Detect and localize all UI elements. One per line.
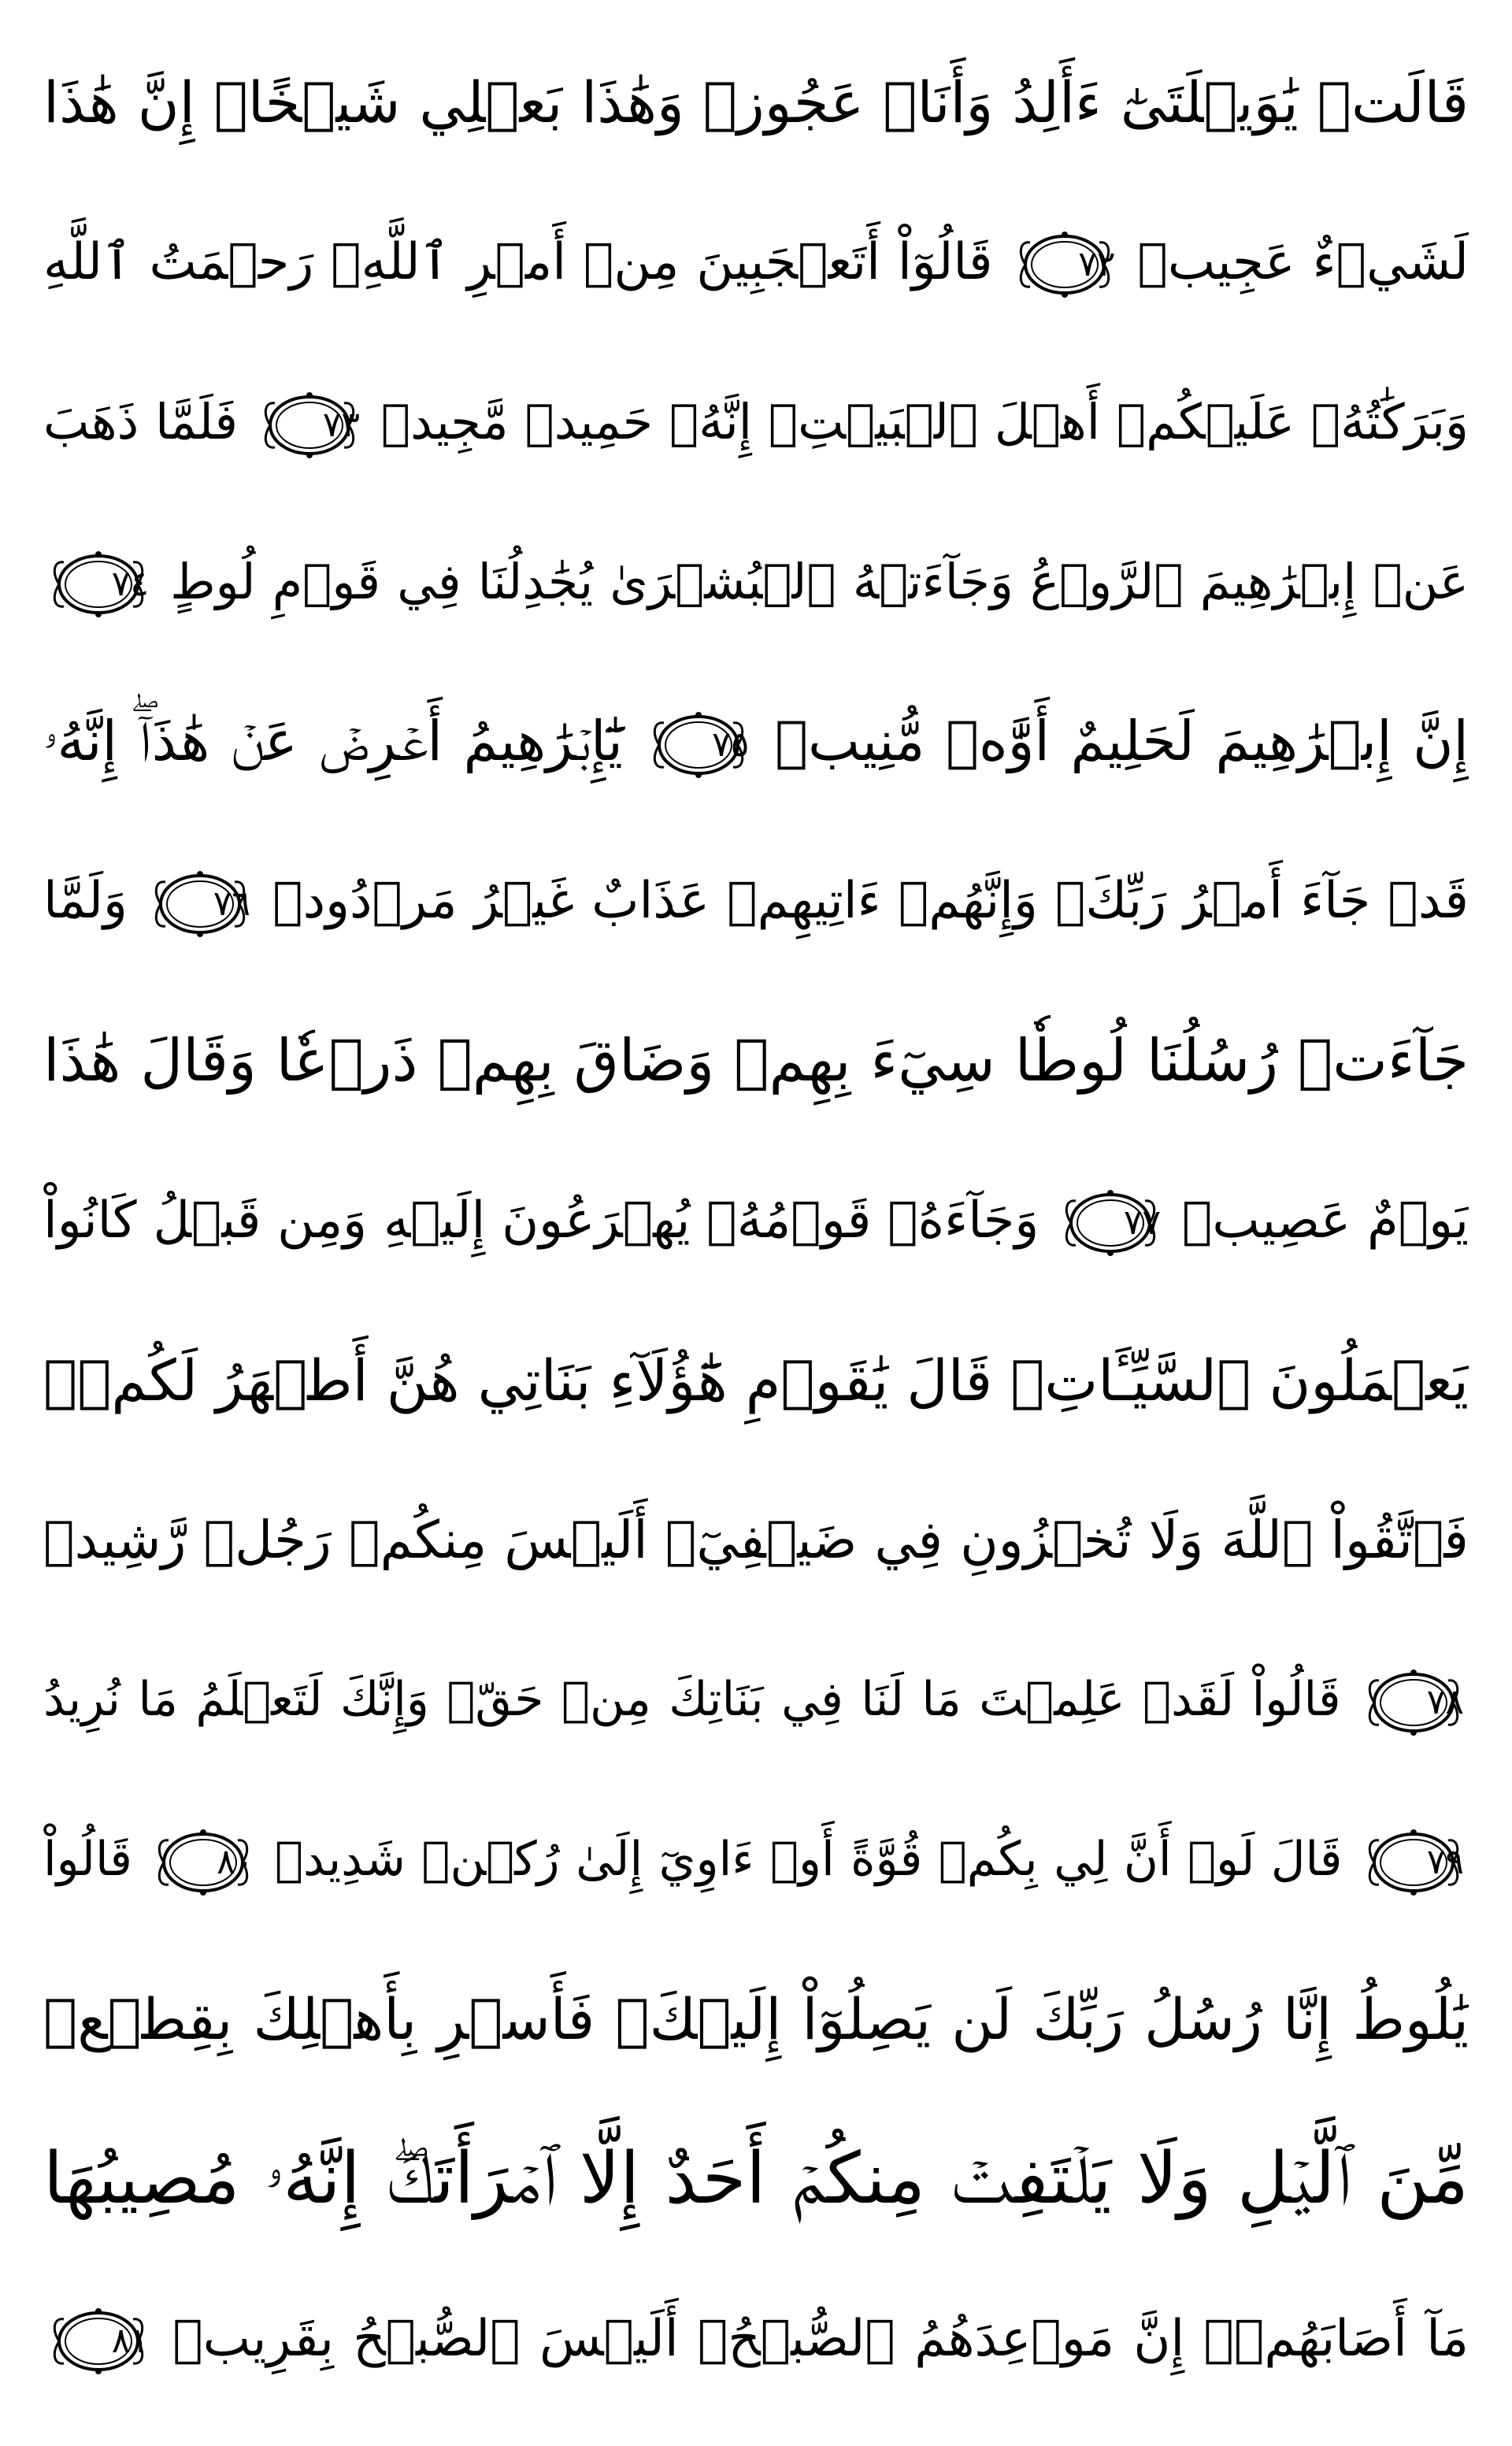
verse-text: قَالُواْ لَقَدۡ عَلِمۡتَ مَا لَنَا فِي بَنَاتِكَ مِنۡ حَقّٖ وَإِنَّكَ لَتَعۡلَمُ مَا نُرِيدُ	[43, 1672, 1341, 1728]
text-line	[43, 830, 1469, 972]
text-line	[43, 511, 1469, 653]
verse-text: عَنۡ إِبۡرَٰهِيمَ ٱلرَّوۡعُ وَجَآءَتۡهُ ٱلۡبُشۡرَىٰ يُجَٰدِلُنَا فِي قَوۡمِ لُوطٍ	[170, 552, 1469, 610]
verse-text: وَجَآءَهُۥ قَوۡمُهُۥ يُهۡرَعُونَ إِلَيۡهِ وَمِن قَبۡلُ كَانُواْ	[43, 1191, 1040, 1250]
ayah-number: ٧٩	[1426, 1841, 1464, 1882]
verse-text: وَلَمَّا	[43, 872, 128, 931]
ayah-number: ٧٦	[213, 883, 251, 924]
text-line	[43, 1150, 1469, 1292]
text-line	[43, 1788, 1469, 1930]
verse-text: مِّنَ ٱلَّيۡلِ وَلَا يَلۡتَفِتۡ مِنكُمۡ أَحَدٌ إِلَّا ٱمۡرَأَتَكَۖ إِنَّهُۥ مُصِيبُهَا	[43, 2137, 1469, 2220]
text-line	[43, 351, 1469, 493]
verse-text: يَعۡمَلُونَ ٱلسَّيِّـَٔاتِۚ قَالَ يَٰقَوۡمِ هَٰٓؤُلَآءِ بَنَاتِي هُنَّ أَطۡهَرُ لَكُمۡۖ	[43, 1347, 1469, 1414]
verse-text: مَآ أَصَابَهُمۡۚ إِنَّ مَوۡعِدَهُمُ ٱلصُّبۡحُۚ أَلَيۡسَ ٱلصُّبۡحُ بِقَرِيبٖ	[172, 2309, 1469, 2368]
verse-text: يَوۡمٌ عَصِيبٞ	[1181, 1191, 1469, 1250]
verse-text: وَبَرَكَٰتُهُۥ عَلَيۡكُمۡ أَهۡلَ ٱلۡبَيۡتِۚ إِنَّهُۥ حَمِيدٞ مَّجِيدٞ	[380, 392, 1469, 450]
ayah-number: ٨٠	[217, 1841, 254, 1882]
ayah-number: ٨١	[111, 2321, 149, 2362]
verse-text: إِنَّ إِبۡرَٰهِيمَ لَحَلِيمٌ أَوَّٰهٞ مُّنِيبٞ	[774, 709, 1469, 774]
verse-text: جَآءَتۡ رُسُلُنَا لُوطٗا سِيٓءَ بِهِمۡ وَضَاقَ بِهِمۡ ذَرۡعٗا وَقَالَ هَٰذَا	[43, 1027, 1469, 1095]
verse-text: قَالَتۡ يَٰوَيۡلَتَىٰٓ ءَأَلِدُ وَأَنَا۠ عَجُوزٞ وَهَٰذَا بَعۡلِي شَيۡخًاۖ إِنَّ هَٰذَا	[43, 69, 1469, 135]
ayah-end-marker	[1363, 1826, 1464, 1899]
text-line	[43, 2268, 1469, 2410]
text-line	[43, 191, 1469, 333]
verse-text: لَشَيۡءٌ عَجِيبٞ	[1137, 232, 1469, 291]
verse-text: قَالَ لَوۡ أَنَّ لِي بِكُمۡ قُوَّةً أَوۡ ءَاوِيٓ إِلَىٰ رُكۡنٖ شَدِيدٖ	[274, 1832, 1343, 1888]
ayah-number: ٧٨	[1426, 1681, 1465, 1722]
ayah-end-marker	[48, 2305, 149, 2377]
verse-text: فَلَمَّا ذَهَبَ	[43, 392, 239, 450]
ayah-end-marker	[648, 709, 749, 781]
ayah-number: ٧٢	[1078, 244, 1116, 285]
verse-text: قَالُواْ	[43, 1832, 132, 1888]
ayah-end-marker	[1060, 1187, 1161, 1259]
text-line	[43, 1469, 1469, 1611]
text-line	[43, 670, 1469, 812]
ayah-end-marker	[153, 1826, 254, 1899]
ayah-number: ٧٥	[712, 725, 750, 765]
ayah-end-marker	[1014, 228, 1115, 301]
verse-text: يَٰٓإِبۡرَٰهِيمُ أَعۡرِضۡ عَنۡ هَٰذَآۖ إِنَّهُۥ	[43, 709, 623, 774]
ayah-end-marker	[150, 868, 250, 940]
ayah-end-marker	[259, 389, 360, 461]
ayah-number: ٧٧	[1123, 1203, 1162, 1243]
verse-text: فَٱتَّقُواْ ٱللَّهَ وَلَا تُخۡزُونِ فِي ضَيۡفِيٓۖ أَلَيۡسَ مِنكُمۡ رَجُلٞ رَّشِيدٞ	[43, 1509, 1469, 1570]
verse-text: قَالُوٓاْ أَتَعۡجَبِينَ مِنۡ أَمۡرِ ٱللَّهِۖ رَحۡمَتُ ٱللَّهِ	[43, 232, 993, 291]
ayah-number: ٧٣	[322, 404, 360, 445]
verse-lines	[43, 32, 1469, 2410]
ayah-number: ٧٤	[111, 564, 149, 605]
text-line	[43, 32, 1469, 173]
text-line	[43, 990, 1469, 1132]
text-line	[43, 2108, 1469, 2250]
ayah-end-marker	[1363, 1666, 1464, 1739]
verse-text: يَٰلُوطُ إِنَّا رُسُلُ رَبِّكَ لَن يَصِلُوٓاْ إِلَيۡكَۖ فَأَسۡرِ بِأَهۡلِكَ بِقِطۡعٖ	[43, 1986, 1469, 2053]
ayah-end-marker	[48, 548, 149, 621]
text-line	[43, 1310, 1469, 1451]
text-line	[43, 1948, 1469, 2090]
verse-text: قَدۡ جَآءَ أَمۡرُ رَبِّكَۖ وَإِنَّهُمۡ ءَاتِيهِمۡ عَذَابٌ غَيۡرُ مَرۡدُودٖ	[272, 872, 1469, 931]
text-line	[43, 1629, 1469, 1770]
